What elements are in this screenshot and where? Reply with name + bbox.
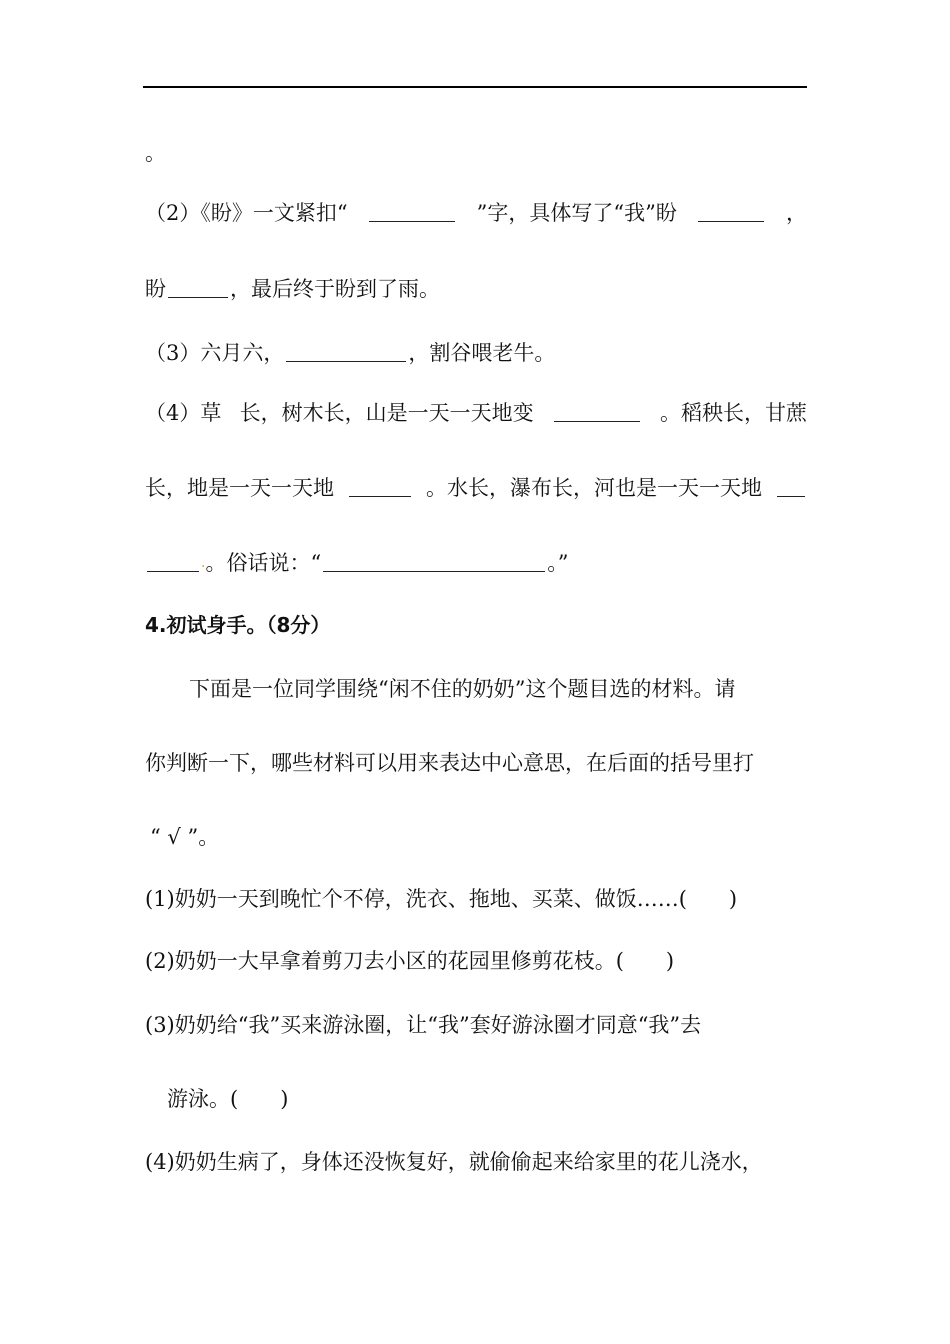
fill-blank[interactable]: [168, 297, 228, 298]
fill-blank[interactable]: [286, 361, 406, 362]
q3-item4-line1: （4）草 长，树木长，山是一天一天地变 。稻秧长，甘蔗: [145, 401, 807, 425]
q3-item3-line: （3）六月六， ，割谷喂老牛。: [145, 341, 556, 365]
header-rule: [143, 86, 807, 88]
fill-blank[interactable]: [323, 571, 545, 572]
fill-blank[interactable]: [369, 221, 455, 222]
q3-item4-line3: . 。俗话说：“ 。”: [145, 548, 568, 578]
q4-item-3-cont: 游泳。( ): [167, 1087, 289, 1111]
fill-blank[interactable]: [147, 571, 199, 572]
fill-blank[interactable]: [777, 496, 805, 497]
q4-intro-line3: “ √ ”。: [150, 825, 220, 849]
fill-blank[interactable]: [554, 421, 640, 422]
q4-item-3: (3)奶奶给“我”买来游泳圈，让“我”套好游泳圈才同意“我”去: [145, 1013, 702, 1037]
q3-item2-line1: （2）《盼》一文紧扣“ ”字，具体写了“我”盼 ，: [145, 201, 807, 225]
orange-dot-mark: .: [201, 555, 206, 571]
q3-item2-line2: 盼 ，最后终于盼到了雨。: [145, 277, 440, 301]
q4-item-4: (4)奶奶生病了，身体还没恢复好，就偷偷起来给家里的花儿浇水，: [145, 1150, 763, 1174]
q4-intro-line2: 你判断一下，哪些材料可以用来表达中心意思，在后面的括号里打: [145, 751, 754, 775]
q4-item-1: (1)奶奶一天到晚忙个不停，洗衣、拖地、买菜、做饭……( ): [145, 887, 738, 911]
fill-blank[interactable]: [349, 496, 411, 497]
q4-heading: 4.初试身手。（8分）: [145, 613, 331, 637]
q4-item-2: (2)奶奶一大早拿着剪刀去小区的花园里修剪花枝。( ): [145, 949, 675, 973]
q3-item4-line2: 长，地是一天一天地 。水长，瀑布长，河也是一天一天地: [145, 473, 807, 503]
q4-intro-line1: 下面是一位同学围绕“闲不住的奶奶”这个题目选的材料。请: [189, 677, 736, 701]
fill-blank[interactable]: [698, 221, 764, 222]
continued-line: 。: [145, 141, 166, 165]
